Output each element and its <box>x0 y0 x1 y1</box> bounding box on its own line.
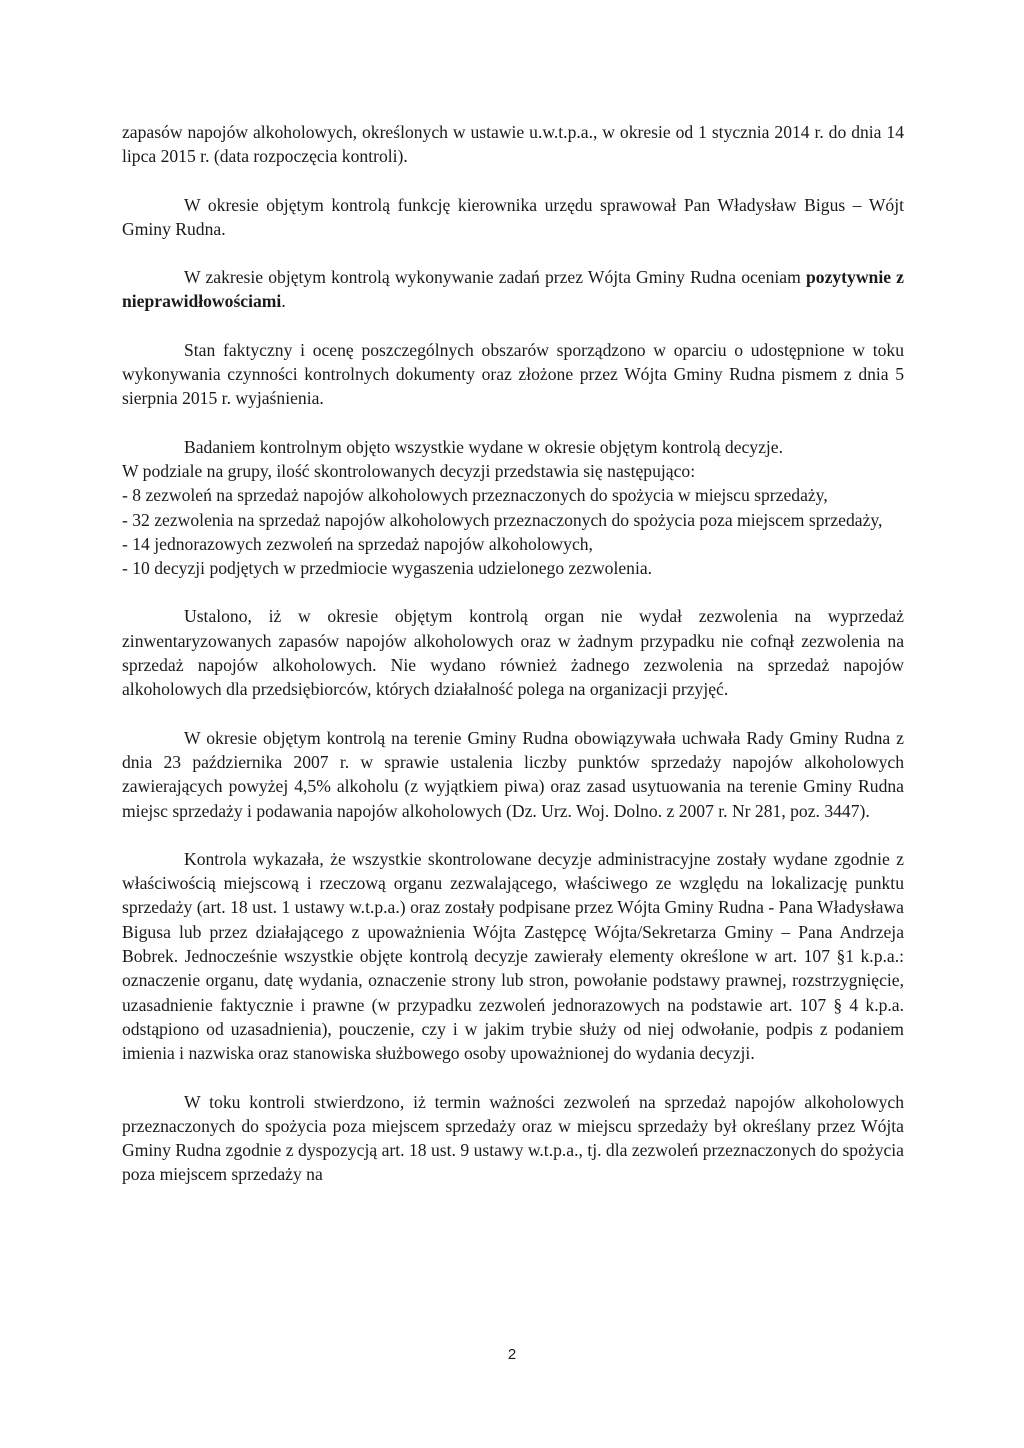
document-page <box>122 120 904 1211</box>
paragraph-control-results: Kontrola wykazała, że wszystkie skontrolowane decyzje administracyjne zostały wydane zgodnie z właściwością miejscową i rzeczową organu zezwalającego, właściwego ze względu na lokalizację punktu sprzedaży (art. 18 ust. 1 ustawy w.t.p.a.) oraz zostały podpisane przez Wójta Gminy Rudna - Pana Władysława Bigusa lub przez działającego z upoważnienia Wójta Zastępcę Wójta/Sekretarza Gminy – Pana Andrzeja Bobrek. Jednocześnie wszystkie objęte kontrolą decyzje zawierały elementy określone w art. 107 §1 k.p.a.: oznaczenie organu, datę wydania, oznaczenie strony lub stron, powołanie podstawy prawnej, rozstrzygnięcie, uzasadnienie faktycznie i prawne (w przypadku zezwoleń jednorazowych na podstawie art. 107 § 4 k.p.a. odstąpiono od uzasadnienia), pouczenie, czy i w jakim trybie służy od niej odwołanie, podpis z podaniem imienia i nazwiska oraz stanowiska służbowego osoby upoważnionej do wydania decyzji. <box>122 848 904 1064</box>
decisions-list <box>122 483 904 580</box>
paragraph-factual-state: Stan faktyczny i ocenę poszczególnych obszarów sporządzono w oparciu o udostępnione w toku wykonywania czynności kontrolnych dokumenty oraz złożone przez Wójta Gminy Rudna pismem z dnia 5 sierpnia 2015 r. wyjaśnienia. <box>122 339 904 409</box>
list-item: - 32 zezwolenia na sprzedaż napojów alkoholowych przeznaczonych do spożycia poza miejscem sprzedaży, <box>122 509 883 530</box>
paragraph-validity-term: W toku kontroli stwierdzono, iż termin ważności zezwoleń na sprzedaż napojów alkoholowych przeznaczonych do spożycia poza miejscem sprzedaży oraz w miejscu sprzedaży był określany przez Wójta Gminy Rudna zgodnie z dyspozycją art. 18 ust. 9 ustawy w.t.p.a., tj. dla zezwoleń przeznaczonych do spożycia poza miejscem sprzedaży na <box>122 1091 904 1185</box>
list-item: - 14 jednorazowych zezwoleń na sprzedaż napojów alkoholowych, <box>122 533 593 554</box>
paragraph-assessment <box>122 265 904 314</box>
list-item: - 8 zezwoleń na sprzedaż napojów alkoholowych przeznaczonych do spożycia w miejscu sprzedaży, <box>122 485 828 506</box>
assessment-period: . <box>281 291 286 312</box>
page-number: 2 <box>507 1346 517 1363</box>
paragraph-groups-intro: W podziale na grupy, ilość skontrolowanych decyzji przedstawia się następująco: <box>122 460 696 481</box>
paragraph-continuation: zapasów napojów alkoholowych, określonych w ustawie u.w.t.p.a., w okresie od 1 stycznia 2014 r. do dnia 14 lipca 2015 r. (data rozpoczęcia kontroli). <box>122 122 904 167</box>
paragraph-head-of-office: W okresie objętym kontrolą funkcję kierownika urzędu sprawował Pan Władysław Bigus – Wójt Gminy Rudna. <box>122 194 904 239</box>
paragraph-findings: Ustalono, iż w okresie objętym kontrolą organ nie wydał zezwolenia na wyprzedaż zinwentaryzowanych zapasów napojów alkoholowych oraz w żadnym przypadku nie cofnął zezwolenia na sprzedaż napojów alkoholowych. Nie wydano również żadnego zezwolenia na sprzedaż napojów alkoholowych dla przedsiębiorców, których działalność polega na organizacji przyjęć. <box>122 606 904 700</box>
paragraph-resolution: W okresie objętym kontrolą na terenie Gminy Rudna obowiązywała uchwała Rady Gminy Rudna z dnia 23 października 2007 r. w sprawie ustalenia liczby punktów sprzedaży napojów alkoholowych zawierających powyżej 4,5% alkoholu (z wyjątkiem piwa) oraz zasad usytuowania na terenie Gminy Rudna miejsc sprzedaży i podawania napojów alkoholowych (Dz. Urz. Woj. Dolno. z 2007 r. Nr 281, poz. 3447). <box>122 727 904 821</box>
paragraph-scope: Badaniem kontrolnym objęto wszystkie wydane w okresie objętym kontrolą decyzje. <box>184 436 784 457</box>
list-item: - 10 decyzji podjętych w przedmiocie wygaszenia udzielonego zezwolenia. <box>122 558 653 579</box>
assessment-text: W zakresie objętym kontrolą wykonywanie zadań przez Wójta Gminy Rudna oceniam <box>184 267 806 288</box>
assessment-verdict: pozytywnie z nieprawidłowościami <box>122 267 904 312</box>
